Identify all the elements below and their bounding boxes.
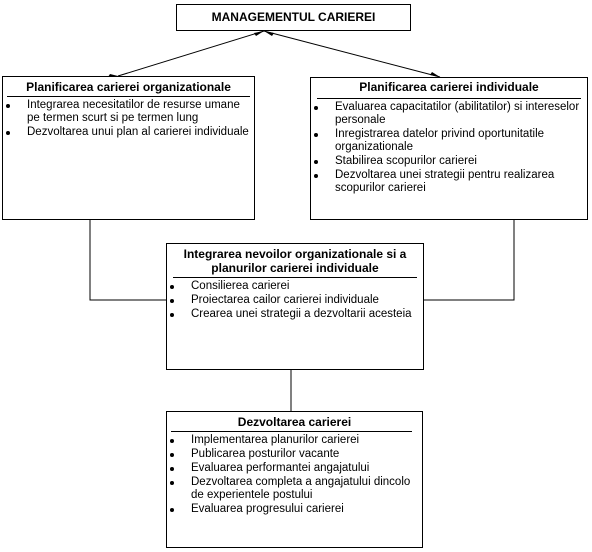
- connector-root-right: [264, 31, 440, 77]
- arrowheads: [108, 31, 440, 77]
- title-underline: [7, 96, 250, 97]
- title-underline: [317, 98, 581, 99]
- root-title: MANAGEMENTUL CARIEREI: [211, 10, 376, 24]
- organizational-planning-list: [3, 99, 254, 139]
- root-box: [176, 4, 411, 31]
- integration-title: Integrarea nevoilor organizationale si a planurilor carierei individuale: [183, 247, 407, 275]
- integration-list: [167, 280, 423, 321]
- title-underline: [173, 277, 417, 278]
- organizational-planning-title: Planificarea carierei organizationale: [26, 80, 231, 94]
- arrowhead-root-right: [264, 31, 274, 36]
- individual-planning-title: Planificarea carierei individuale: [359, 80, 539, 94]
- connector-root-left: [118, 31, 264, 76]
- organizational-planning-box: [2, 76, 255, 220]
- list-item: Dezvoltarea unei strategii pentru realizarea scopurilor carierei: [311, 169, 587, 195]
- connector-left-middle: [90, 220, 166, 300]
- connector-right-middle: [424, 220, 514, 300]
- list-item: Dezvoltarea unui plan al carierei individuale: [3, 126, 254, 139]
- list-item: Stabilirea scopurilor carierei: [311, 155, 587, 168]
- list-item: Dezvoltarea completa a angajatului dincolo de experientele postului: [167, 476, 422, 502]
- arrowhead-root-left: [254, 31, 264, 36]
- title-underline: [171, 431, 412, 432]
- list-item: Consilierea carierei: [167, 280, 423, 293]
- list-item: Inregistrarea datelor privind oportunitatile organizationale: [311, 128, 587, 154]
- list-item: Evaluarea performantei angajatului: [167, 462, 422, 475]
- list-item: Implementarea planurilor carierei: [167, 434, 422, 447]
- career-development-box: [166, 411, 423, 548]
- career-development-list: [167, 434, 422, 516]
- list-item: Proiectarea cailor carierei individuale: [167, 294, 423, 307]
- individual-planning-box: [310, 77, 588, 220]
- list-item: Evaluarea capacitatilor (abilitatilor) si intereselor personale: [311, 101, 587, 127]
- individual-planning-list: [311, 101, 587, 195]
- list-item: Integrarea necesitatilor de resurse umane pe termen scurt si pe termen lung: [3, 99, 254, 125]
- list-item: Publicarea posturilor vacante: [167, 448, 422, 461]
- list-item: Crearea unei strategii a dezvoltarii acesteia: [167, 308, 423, 321]
- list-item: Evaluarea progresului carierei: [167, 503, 422, 516]
- career-development-title: Dezvoltarea carierei: [237, 415, 352, 429]
- integration-box: [166, 243, 424, 370]
